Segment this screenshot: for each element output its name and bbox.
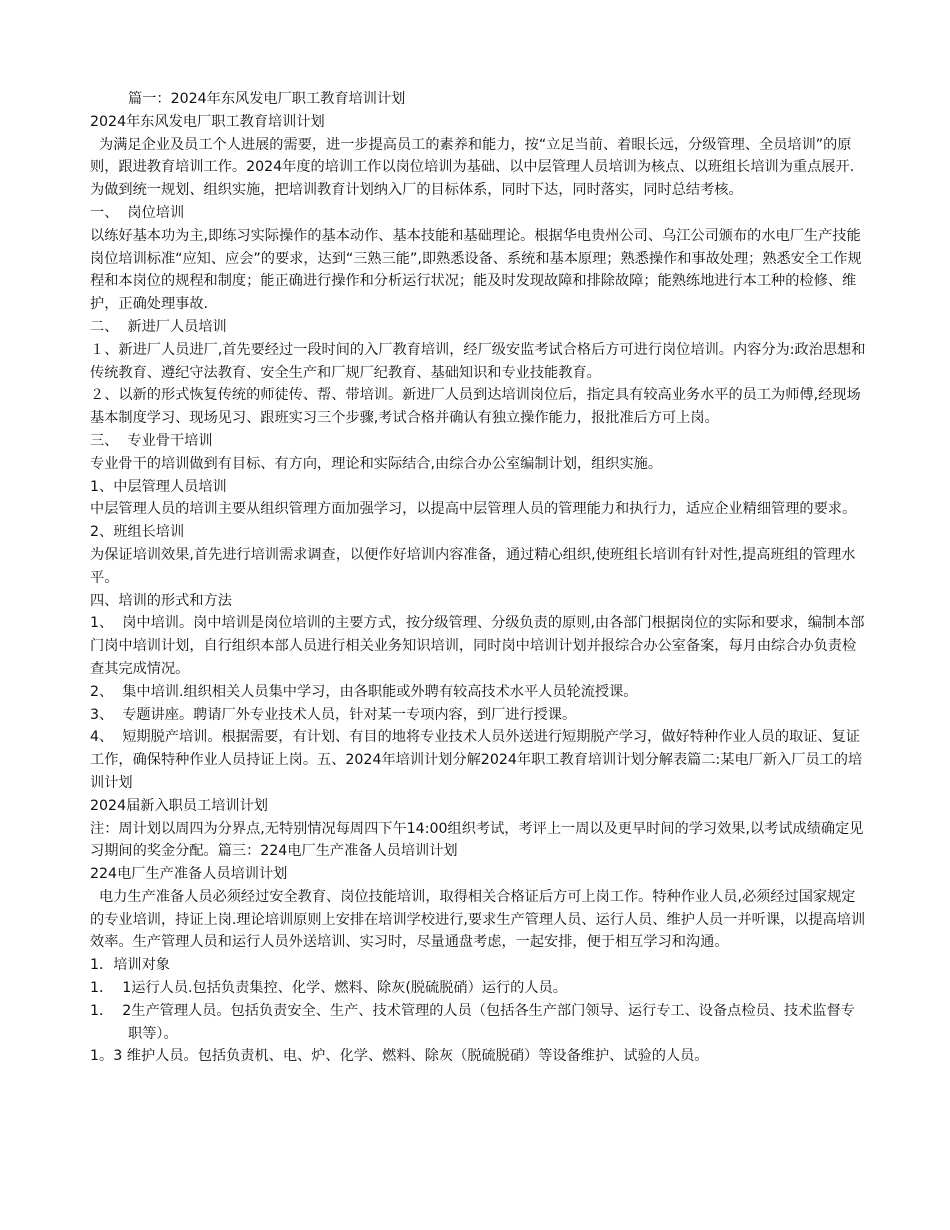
section-heading: 一、 岗位培训 (90, 204, 185, 221)
paragraph: 电力生产准备人员必须经过安全教育、岗位技能培训，取得相关合格证后方可上岗工作。特种作业人员,必须经过国家规定的专业培训，持证上岗.理论培训原则上安排在培训学校进行,要求生产管理人员、运行人员、维护人员一并听课，以提高培训效率。生产管理人员和运行人员外送培训、实习时，尽量通盘考虑，一起安排，便于相互学习和沟通。 (90, 888, 866, 951)
section-heading: 二、 新进厂人员培训 (90, 318, 227, 335)
paragraph: 2、 集中培训.组织相关人员集中学习，由各职能或外聘有较高技术水平人员轮流授课。 (90, 683, 638, 700)
subsection-heading: 2、班组长培训 (90, 524, 185, 541)
document-title: 2024年东风发电厂职工教育培训计划 (90, 113, 325, 130)
paragraph: 注：周计划以周四为分界点,无特别情况每周四下午14:00组织考试，考评上一周以及更早时间的学习效果,以考试成绩确定见习期间的奖金分配。篇三：224电厂生产准备人员培训计划 (90, 820, 864, 860)
plan-title: 224电厂生产准备人员培训计划 (90, 866, 288, 883)
heading-indented-title: 篇一：2024年东风发电厂职工教育培训计划 (128, 91, 406, 107)
paragraph: 中层管理人员的培训主要从组织管理方面加强学习，以提高中层管理人员的管理能力和执行力，适应企业精细管理的要求。 (90, 501, 857, 518)
paragraph: ２、以新的形式恢复传统的师徒传、帮、带培训。新进厂人员到达培训岗位后，指定具有较高业务水平的员工为师傅,经现场基本制度学习、现场见习、跟班实习三个步骤,考试合格并确认有独立操作能力，报批准后方可上岗。 (90, 387, 861, 427)
paragraph: 1、 岗中培训。岗中培训是岗位培训的主要方式，按分级管理、分级负责的原则,由各部门根据岗位的实际和要求，编制本部门岗中培训计划，自行组织本部人员进行相关业务知识培训，同时岗中培训计划并报综合办公室备案，每月由综合办负责检查其完成情况。 (90, 615, 865, 677)
section-heading: 三、 专业骨干培训 (90, 432, 213, 449)
paragraph: 以练好基本功为主,即练习实际操作的基本动作、基本技能和基础理论。根据华电贵州公司、乌江公司颁布的水电厂生产技能岗位培训标准“应知、应会”的要求，达到“三熟三能”,即熟悉设备、系统和基本原理；熟悉操作和事故处理；熟悉安全工作规程和本岗位的规程和制度；能正确进行操作和分析运行状况；能及时发现故障和排除故障；能熟练地进行本工种的检修、维护，正确处理事故. (90, 227, 862, 313)
section-heading: 四、培训的形式和方法 (90, 592, 232, 609)
paragraph: 4、 短期脱产培训。根据需要，有计划、有目的地将专业技术人员外送进行短期脱产学习，做好特种作业人员的取证、复证工作，确保特种作业人员持证上岗。五、2024年培训计划分解2024年职工教育培训计划分解表篇二:某电厂新入厂员工的培训计划 (90, 729, 863, 791)
paragraph: 3、 专题讲座。聘请厂外专业技术人员，针对某一专项内容，到厂进行授课。 (90, 706, 577, 723)
paragraph: 为保证培训效果,首先进行培训需求调查，以便作好培训内容准备，通过精心组织,使班组长培训有针对性,提高班组的管理水平。 (90, 546, 856, 586)
list-item: 1． 2生产管理人员。包括负责安全、生产、技术管理的人员（包括各生产部门领导、运行专工、设备点检员、技术监督专职等）。 (90, 1002, 855, 1042)
list-item: 1． 1运行人员.包括负责集控、化学、燃料、除灰(脱硫脱硝）运行的人员。 (90, 980, 567, 997)
paragraph: 为满足企业及员工个人进展的需要，进一步提高员工的素养和能力，按“立足当前、着眼长远，分级管理、全员培训”的原则，跟进教育培训工作。2024年度的培训工作以岗位培训为基础、以中层管理人员培训为核点、以班组长培训为重点展开.为做到统一规划、组织实施，把培训教育计划纳入厂的目标体系，同时下达，同时落实，同时总结考核。 (90, 136, 855, 199)
paragraph: １、新进厂人员进厂,首先要经过一段时间的入厂教育培训，经厂级安监考试合格后方可进行岗位培训。内容分为:政治思想和传统教育、遵纪守法教育、安全生产和厂规厂纪教育、基础知识和专业技能教育。 (90, 341, 866, 381)
subsection-heading: 1、中层管理人员培训 (90, 478, 227, 495)
paragraph: 专业骨干的培训做到有目标、有方向，理论和实际结合,由综合办公室编制计划，组织实施。 (90, 455, 663, 472)
list-item: 1。3 维护人员。包括负责机、电、炉、化学、燃料、除灰（脱硫脱硝）等设备维护、试验的人员。 (90, 1048, 709, 1065)
subsection-heading: 1．培训对象 (90, 957, 170, 974)
plan-title: 2024届新入职员工培训计划 (90, 797, 268, 814)
